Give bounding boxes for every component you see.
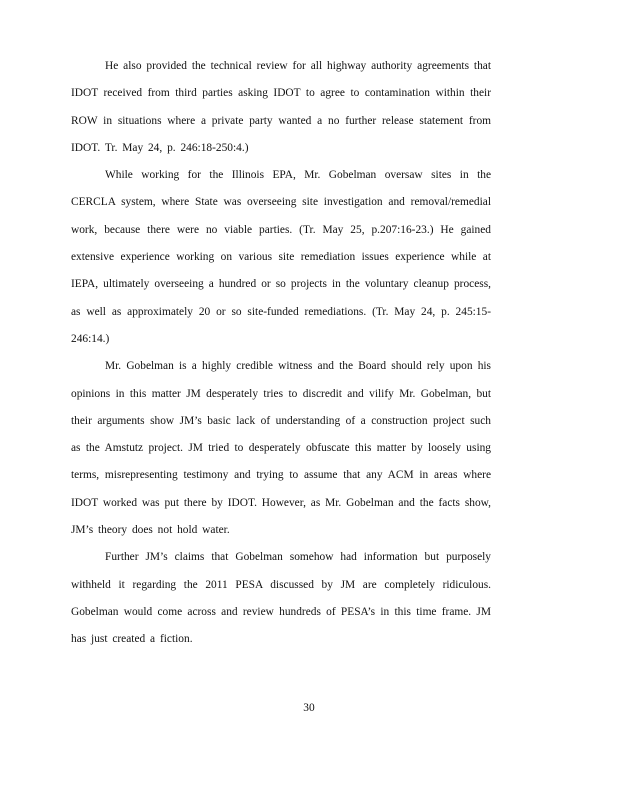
paragraph-illinois-epa-experience: While working for the Illinois EPA, Mr. Gobelman oversaw sites in the CERCLA system, where State was overseeing site investigation and removal/remedial work, because there were no viable parties. (Tr. May 25, p.207:16-23.) He gained extensive experience working on various site remediation issues experience while at IEPA, ultimately overseeing a hundred or so projects in the voluntary cleanup process, as well as approximately 20 or so site-funded remediations. (Tr. May 24, p. 245:15-246:14.) — [71, 169, 491, 345]
paragraph-credible-witness: Mr. Gobelman is a highly credible witness and the Board should rely upon his opinions in this matter JM desperately tries to discredit and vilify Mr. Gobelman, but their arguments show JM’s basic lack of understanding of a construction project such as the Amstutz project. JM tried to desperately obfuscate this matter by loosely using terms, misrepresenting testimony and trying to assume that any ACM in areas where IDOT worked was put there by IDOT. However, as Mr. Gobelman and the facts show, JM’s theory does not hold water. — [71, 360, 491, 537]
page-number: 30 — [303, 702, 315, 714]
paragraph-technical-review: He also provided the technical review for all highway authority agreements that IDOT received from third parties asking IDOT to agree to contamination within their ROW in situations where a private party wanted a no further release statement from IDOT. Tr. May 24, p. 246:18-250:4.) — [71, 60, 491, 154]
body-text — [71, 53, 491, 654]
paragraph-pesa-claims: Further JM’s claims that Gobelman somehow had information but purposely withheld it regarding the 2011 PESA discussed by JM are completely ridiculous. Gobelman would come across and review hundreds of PESA’s in this time frame. JM has just created a fiction. — [71, 551, 491, 646]
